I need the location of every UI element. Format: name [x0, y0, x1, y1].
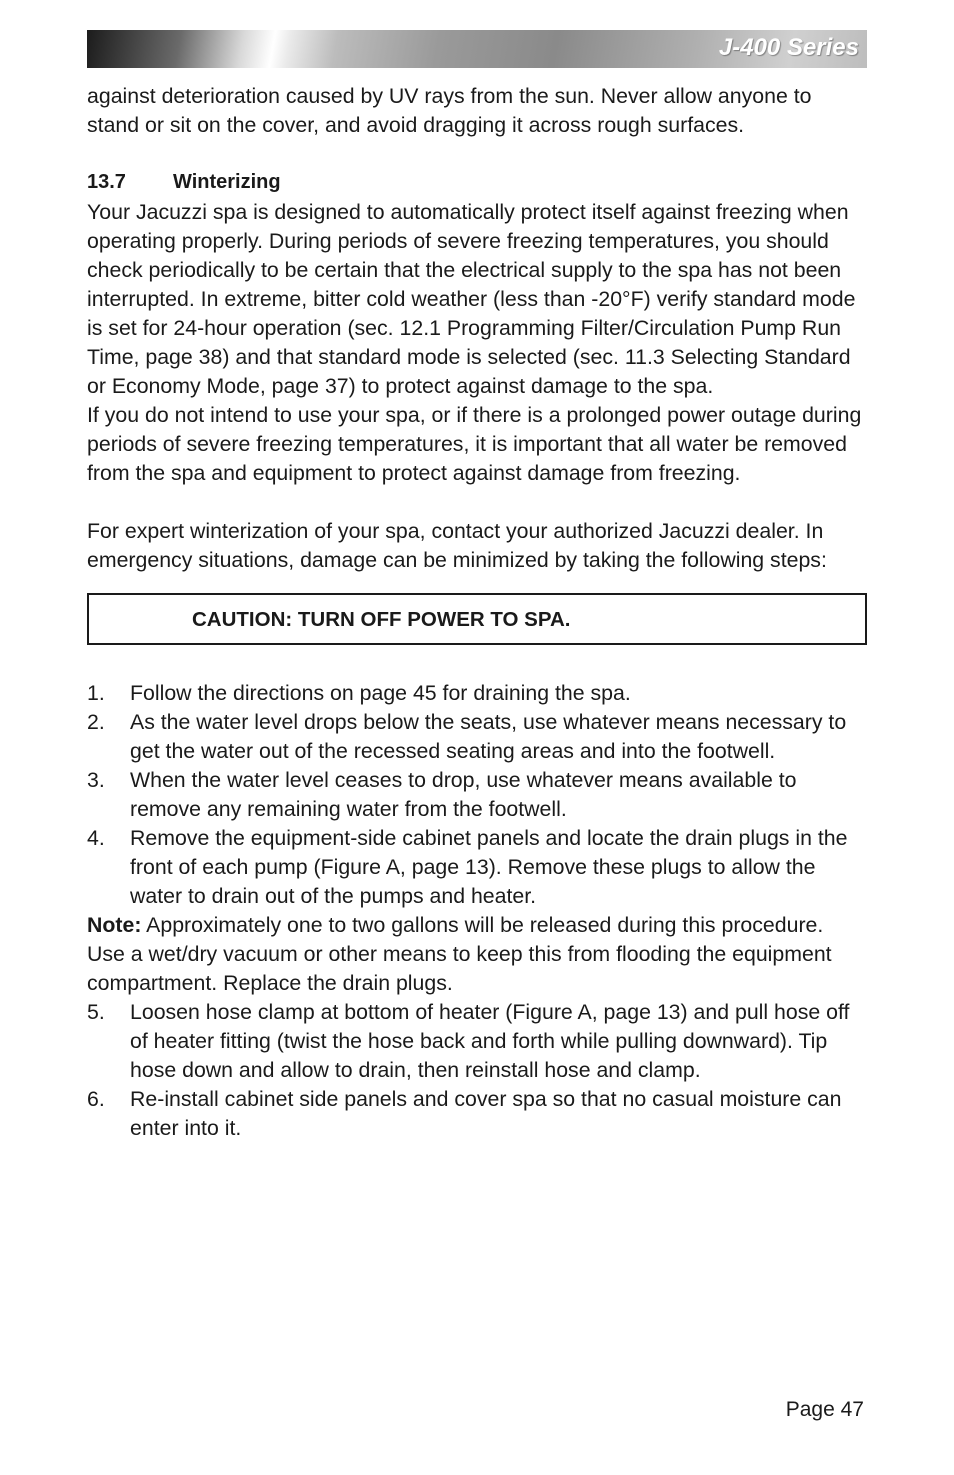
- section-heading: [87, 168, 867, 196]
- intro-paragraph: against deterioration caused by UV rays from the sun. Never allow anyone to stand or sit on the cover, and avoid dragging it across rough surfaces.: [87, 84, 812, 137]
- list-item: [87, 766, 867, 824]
- step-number: 2.: [87, 710, 105, 734]
- list-item: [87, 1085, 867, 1143]
- step-text: Follow the directions on page 45 for draining the spa.: [130, 681, 631, 705]
- step-text: Loosen hose clamp at bottom of heater (Figure A, page 13) and pull hose off of heater fitting (twist the hose back and forth while pulling downward). Tip hose down and allow to drain, then reinstall hose and clamp.: [130, 1000, 850, 1082]
- list-item: [87, 998, 867, 1085]
- page-number: Page 47: [785, 1398, 864, 1421]
- step-text: When the water level ceases to drop, use whatever means available to remove any remaining water from the footwell.: [130, 768, 797, 821]
- section-number: 13.7: [87, 171, 126, 193]
- winterizing-paragraph-2: If you do not intend to use your spa, or if there is a prolonged power outage during periods of severe freezing temperatures, it is important that all water be removed from the spa and equipment to protect against damage from freezing.: [87, 403, 862, 485]
- winterizing-paragraph-3: For expert winterization of your spa, contact your authorized Jacuzzi dealer. In emergency situations, damage can be minimized by taking the following steps:: [87, 519, 827, 572]
- list-item: [87, 708, 867, 766]
- caution-box: [87, 593, 867, 645]
- series-title: J-400 Series: [718, 34, 859, 61]
- list-item: [87, 824, 867, 911]
- note-label: Note:: [87, 913, 142, 937]
- step-number: 6.: [87, 1087, 105, 1111]
- steps-list: [87, 679, 867, 1143]
- header-bar: [87, 30, 867, 68]
- winterizing-paragraph-1: Your Jacuzzi spa is designed to automatically protect itself against freezing when operating properly. During periods of severe freezing temperatures, you should check periodically to be certain that the electrical supply to the spa has not been interrupted. In extreme, bitter cold weather (less than -20°F) verify standard mode is set for 24-hour operation (sec. 12.1 Programming Filter/Circulation Pump Run Time, page 38) and that standard mode is selected (sec. 11.3 Selecting Standard or Economy Mode, page 37) to protect against damage to the spa.: [87, 200, 856, 398]
- step-number: 1.: [87, 681, 105, 705]
- caution-text: CAUTION: TURN OFF POWER TO SPA.: [192, 607, 571, 631]
- note-paragraph: [87, 911, 867, 998]
- note-text: Approximately one to two gallons will be released during this procedure. Use a wet/dry vacuum or other means to keep this from flooding the equipment compartment. Replace the drain plugs.: [87, 913, 832, 995]
- step-number: 3.: [87, 768, 105, 792]
- step-text: Remove the equipment-side cabinet panels and locate the drain plugs in the front of each pump (Figure A, page 13). Remove these plugs to allow the water to drain out of the pumps and heater.: [130, 826, 848, 908]
- step-number: 5.: [87, 1000, 105, 1024]
- step-text: As the water level drops below the seats, use whatever means necessary to get the water out of the recessed seating areas and into the footwell.: [130, 710, 847, 763]
- list-item: [87, 679, 867, 708]
- step-number: 4.: [87, 826, 105, 850]
- step-text: Re-install cabinet side panels and cover spa so that no casual moisture can enter into it.: [130, 1087, 842, 1140]
- page-content: [87, 82, 867, 1143]
- section-title: Winterizing: [173, 171, 281, 193]
